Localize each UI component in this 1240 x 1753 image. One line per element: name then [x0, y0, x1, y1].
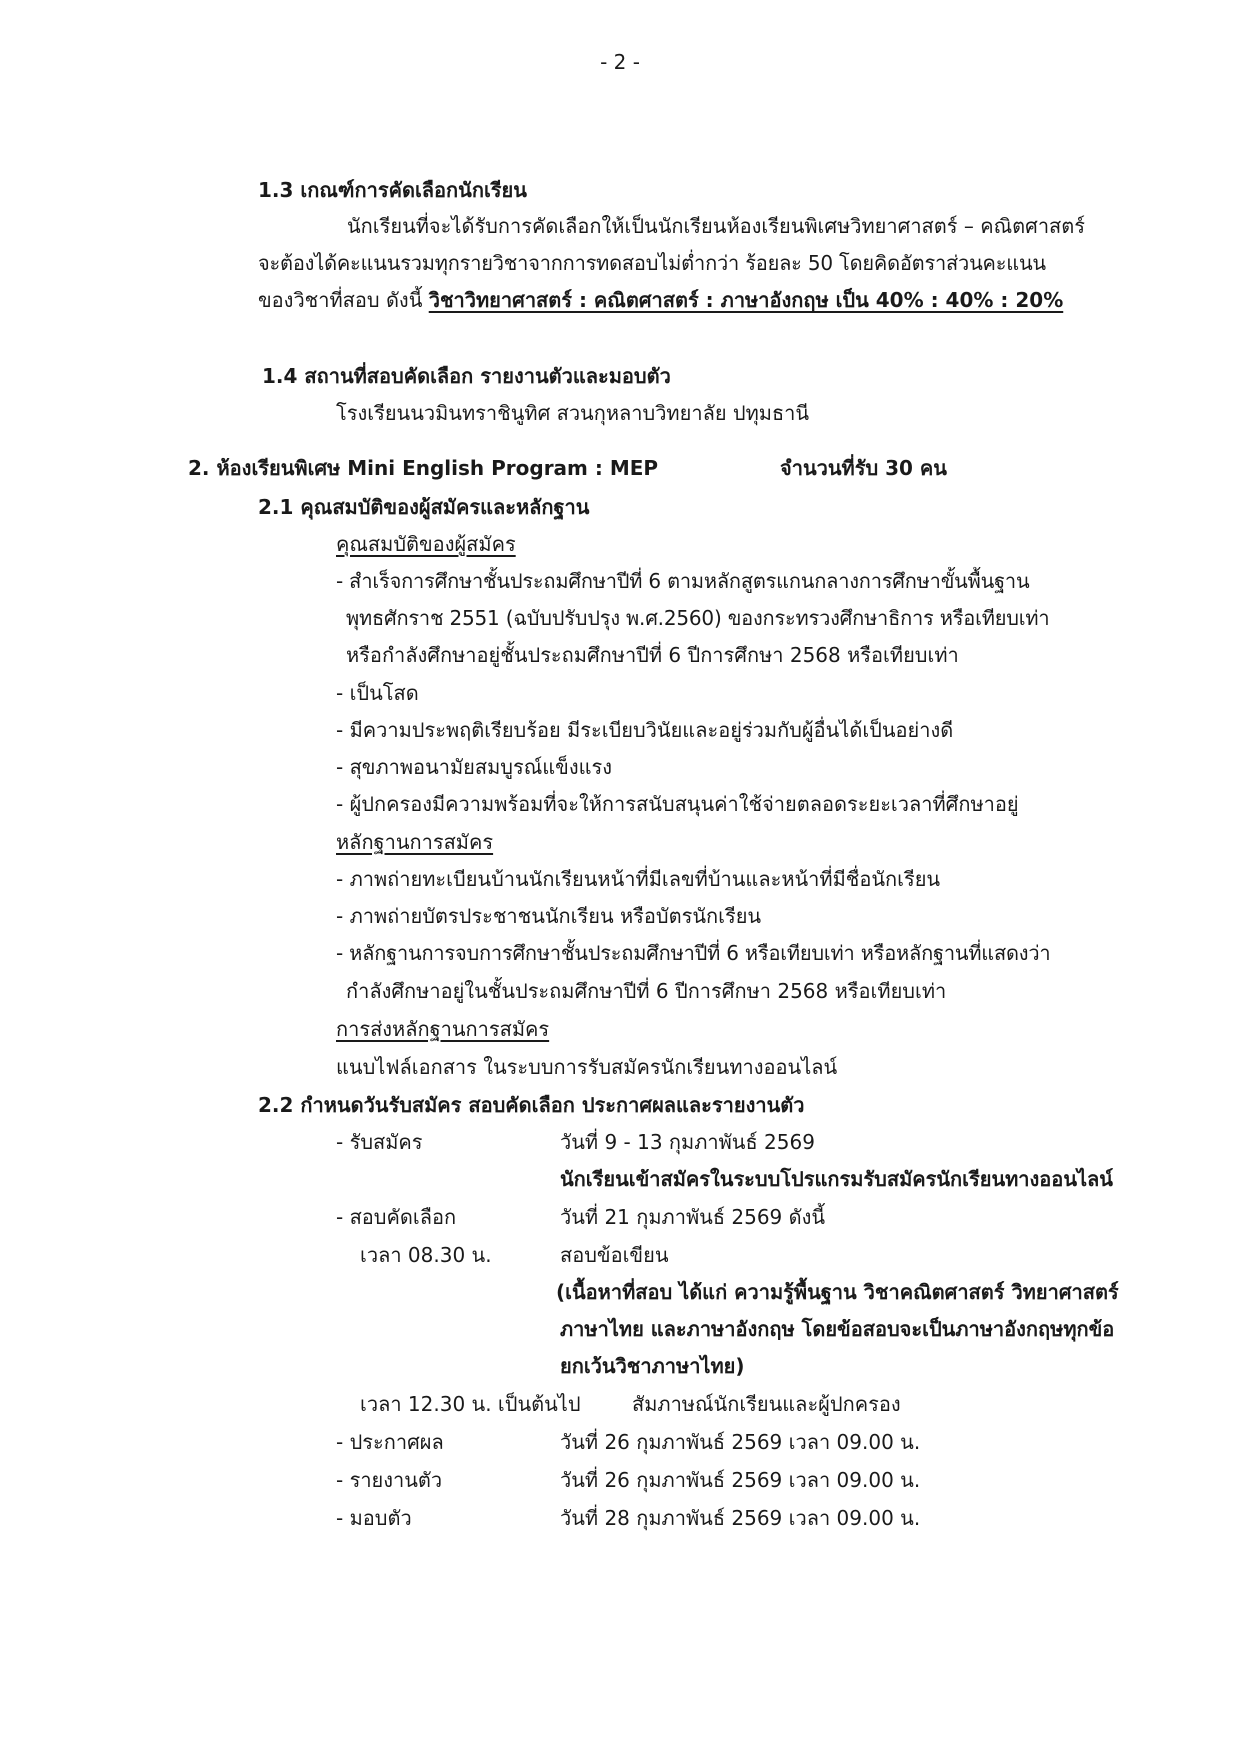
- document-2: - ภาพถ่ายบัตรประชาชนนักเรียน หรือบัตรนักเรียน: [336, 904, 762, 928]
- written-exam-text: สอบข้อเขียน: [560, 1243, 669, 1267]
- page-number: - 2 -: [600, 50, 640, 74]
- exam-venue: โรงเรียนนวมินทราชินูทิศ สวนกุหลาบวิทยาลัย ปทุมธานี: [336, 401, 810, 425]
- section-2-quota: จำนวนที่รับ 30 คน: [780, 456, 947, 480]
- interview-time: เวลา 12.30 น. เป็นต้นไป: [360, 1392, 581, 1416]
- document-1: - ภาพถ่ายทะเบียนบ้านนักเรียนหน้าที่มีเลขที่บ้านและหน้าที่มีชื่อนักเรียน: [336, 867, 941, 891]
- section-1-3-heading: 1.3 เกณฑ์การคัดเลือกนักเรียน: [258, 178, 527, 202]
- submission-title: การส่งหลักฐานการสมัคร: [336, 1017, 550, 1041]
- section-2-heading: 2. ห้องเรียนพิเศษ Mini English Program : MEP: [188, 456, 659, 480]
- criteria-line-1: นักเรียนที่จะได้รับการคัดเลือกให้เป็นนักเรียนห้องเรียนพิเศษวิทยาศาสตร์ – คณิตศาสตร์: [347, 214, 1085, 238]
- document-3-line-2: กำลังศึกษาอยู่ในชั้นประถมศึกษาปีที่ 6 ปีการศึกษา 2568 หรือเทียบเท่า: [346, 979, 947, 1003]
- qualification-1-line-3: หรือกำลังศึกษาอยู่ชั้นประถมศึกษาปีที่ 6 ปีการศึกษา 2568 หรือเทียบเท่า: [346, 643, 959, 667]
- apply-label: - รับสมัคร: [336, 1130, 423, 1154]
- section-1-4-heading: 1.4 สถานที่สอบคัดเลือก รายงานตัวและมอบตัว: [262, 364, 671, 388]
- qualification-4: - สุขภาพอนามัยสมบูรณ์แข็งแรง: [336, 755, 612, 779]
- qualification-1-line-2: พุทธศักราช 2551 (ฉบับปรับปรุง พ.ศ.2560) ของกระทรวงศึกษาธิการ หรือเทียบเท่า: [346, 606, 1050, 630]
- documents-title: หลักฐานการสมัคร: [336, 830, 494, 854]
- document-3-line-1: - หลักฐานการจบการศึกษาชั้นประถมศึกษาปีที่ 6 หรือเทียบเท่า หรือหลักฐานที่แสดงว่า: [336, 941, 1051, 965]
- exam-content-line-2: ภาษาไทย และภาษาอังกฤษ โดยข้อสอบจะเป็นภาษาอังกฤษทุกข้อ: [560, 1317, 1115, 1341]
- score-ratio: วิชาวิทยาศาสตร์ : คณิตศาสตร์ : ภาษาอังกฤษ เป็น 40% : 40% : 20%: [428, 288, 1064, 312]
- section-2-2-heading: 2.2 กำหนดวันรับสมัคร สอบคัดเลือก ประกาศผลและรายงานตัว: [258, 1093, 805, 1117]
- apply-note: นักเรียนเข้าสมัครในระบบโปรแกรมรับสมัครนักเรียนทางออนไลน์: [560, 1167, 1113, 1191]
- report-date: วันที่ 26 กุมภาพันธ์ 2569 เวลา 09.00 น.: [560, 1468, 921, 1492]
- criteria-line-3-prefix: ของวิชาที่สอบ ดังนี้: [258, 288, 429, 312]
- exam-date: วันที่ 21 กุมภาพันธ์ 2569 ดังนี้: [560, 1205, 826, 1229]
- enroll-date: วันที่ 28 กุมภาพันธ์ 2569 เวลา 09.00 น.: [560, 1506, 921, 1530]
- exam-label: - สอบคัดเลือก: [336, 1205, 457, 1229]
- enroll-label: - มอบตัว: [336, 1506, 412, 1530]
- exam-content-line-3: ยกเว้นวิชาภาษาไทย): [560, 1354, 745, 1378]
- report-label: - รายงานตัว: [336, 1468, 443, 1492]
- written-exam-time: เวลา 08.30 น.: [360, 1243, 492, 1267]
- criteria-line-3: [258, 288, 1063, 312]
- announce-date: วันที่ 26 กุมภาพันธ์ 2569 เวลา 09.00 น.: [560, 1430, 921, 1454]
- qualification-5: - ผู้ปกครองมีความพร้อมที่จะให้การสนับสนุนค่าใช้จ่ายตลอดระยะเวลาที่ศึกษาอยู่: [336, 792, 1019, 816]
- announce-label: - ประกาศผล: [336, 1430, 444, 1454]
- criteria-line-2: จะต้องได้คะแนนรวมทุกรายวิชาจากการทดสอบไม่ต่ำกว่า ร้อยละ 50 โดยคิดอัตราส่วนคะแนน: [258, 251, 1046, 275]
- interview-text: สัมภาษณ์นักเรียนและผู้ปกครอง: [632, 1392, 901, 1416]
- qualification-3: - มีความประพฤติเรียบร้อย มีระเบียบวินัยและอยู่ร่วมกับผู้อื่นได้เป็นอย่างดี: [336, 718, 954, 742]
- exam-content-line-1: (เนื้อหาที่สอบ ได้แก่ ความรู้พื้นฐาน วิชาคณิตศาสตร์ วิทยาศาสตร์: [556, 1280, 1119, 1304]
- apply-date: วันที่ 9 - 13 กุมภาพันธ์ 2569: [560, 1130, 815, 1154]
- qualification-1-line-1: - สำเร็จการศึกษาชั้นประถมศึกษาปีที่ 6 ตามหลักสูตรแกนกลางการศึกษาขั้นพื้นฐาน: [336, 569, 1030, 593]
- submission-text: แนบไฟล์เอกสาร ในระบบการรับสมัครนักเรียนทางออนไลน์: [336, 1055, 838, 1079]
- qualification-2: - เป็นโสด: [336, 681, 419, 705]
- section-2-1-heading: 2.1 คุณสมบัติของผู้สมัครและหลักฐาน: [258, 495, 590, 519]
- qualifications-title: คุณสมบัติของผู้สมัคร: [336, 532, 516, 556]
